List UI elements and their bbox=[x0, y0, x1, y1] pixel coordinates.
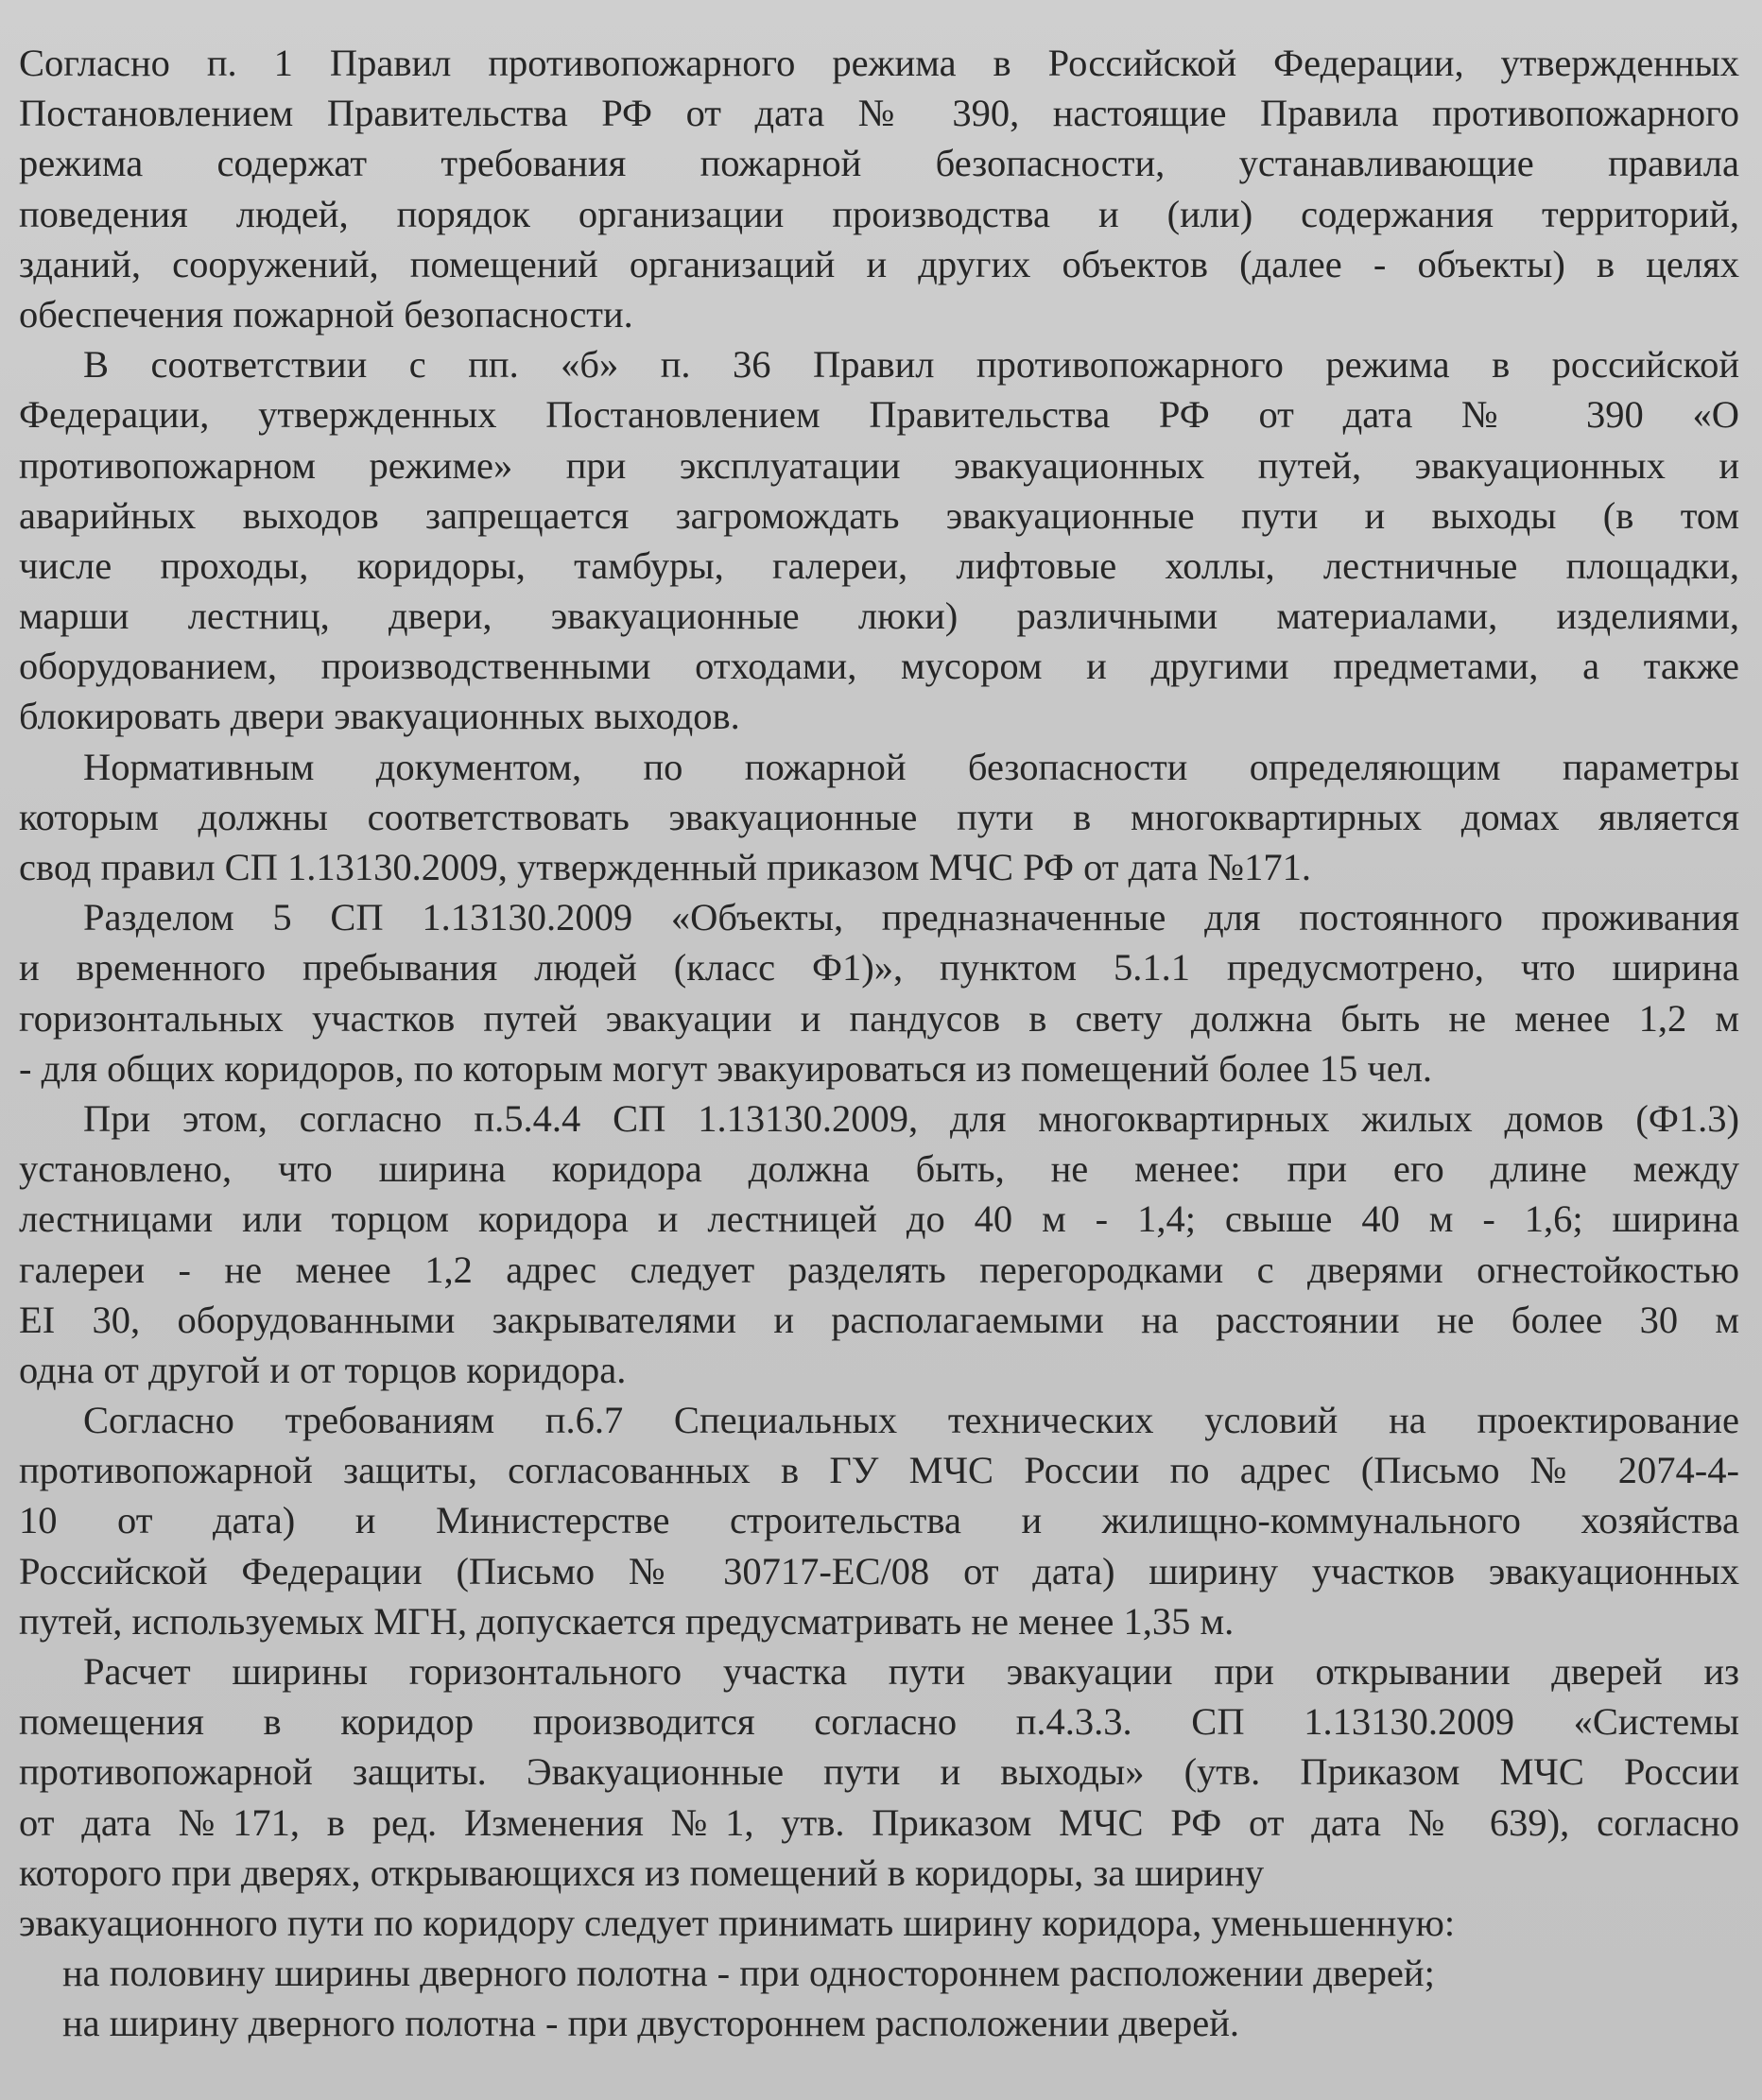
text-line: Расчет ширины горизонтального участка пути эвакуации при открывании дверей из bbox=[83, 1650, 1739, 1693]
text-line: В соответствии с пп. «б» п. 36 Правил противопожарного режима в российской bbox=[83, 343, 1739, 387]
text-line: эвакуационного пути по коридору следует принимать ширину коридора, уменьшенную: bbox=[19, 1901, 1456, 1944]
text-line: которого при дверях, открывающихся из помещений в коридоры, за ширину bbox=[19, 1850, 1265, 1894]
text-line: Федерации, утвержденных Постановлением Правительства РФ от дата № 390 «О bbox=[19, 393, 1739, 437]
text-line: галереи - не менее 1,2 адрес следует разделять перегородками с дверями огнестойкостью bbox=[19, 1248, 1739, 1291]
text-line: числе проходы, коридоры, тамбуры, галереи, лифтовые холлы, лестничные площадки, bbox=[19, 543, 1739, 587]
paragraph bbox=[19, 742, 1739, 893]
text-line: Российской Федерации (Письмо № 30717-ЕС/08 от дата) ширину участков эвакуационных bbox=[19, 1549, 1739, 1592]
text-line: обеспечения пожарной безопасности. bbox=[19, 292, 633, 336]
text-line: лестницами или торцом коридора и лестницей до 40 м - 1,4; свыше 40 м - 1,6; ширина bbox=[19, 1197, 1739, 1241]
text-line: помещения в коридор производится согласно п.4.3.3. СП 1.13130.2009 «Системы bbox=[19, 1700, 1739, 1744]
text-line: EI 30, оборудованными закрывателями и располагаемыми на расстоянии не более 30 м bbox=[19, 1298, 1739, 1341]
text-line: Нормативным документом, по пожарной безопасности определяющим параметры bbox=[83, 745, 1739, 788]
text-line: путей, используемых МГН, допускается предусматривать не менее 1,35 м. bbox=[19, 1599, 1235, 1643]
text-line: горизонтальных участков путей эвакуации и пандусов в свету должна быть не менее 1,2 м bbox=[19, 996, 1739, 1040]
text-line: марши лестниц, двери, эвакуационные люки) различными материалами, изделиями, bbox=[19, 594, 1739, 638]
text-line: свод правил СП 1.13130.2009, утвержденный приказом МЧС РФ от дата №171. bbox=[19, 846, 1311, 888]
paragraph bbox=[19, 339, 1739, 742]
text-line: одна от другой и от торцов коридора. bbox=[19, 1348, 627, 1391]
text-line: поведения людей, порядок организации производства и (или) содержания территорий, bbox=[19, 192, 1739, 235]
text-line: блокировать двери эвакуационных выходов. bbox=[19, 695, 740, 738]
text-line: Разделом 5 СП 1.13130.2009 «Объекты, предназначенные для постоянного проживания bbox=[83, 896, 1739, 939]
text-line: противопожарной защиты. Эвакуационные пути и выходы» (утв. Приказом МЧС России bbox=[19, 1750, 1739, 1794]
text-line: Согласно требованиям п.6.7 Специальных технических условий на проектирование bbox=[83, 1399, 1739, 1442]
list-item: на половину ширины дверного полотна - при одностороннем расположении дверей; bbox=[62, 1952, 1435, 1995]
paragraph bbox=[19, 1646, 1739, 1948]
paragraph bbox=[19, 38, 1739, 339]
text-line: которым должны соответствовать эвакуационные пути в многоквартирных домах является bbox=[19, 795, 1739, 838]
list bbox=[19, 1948, 1739, 2048]
text-line: Постановлением Правительства РФ от дата № 390, настоящие Правила противопожарного bbox=[19, 92, 1739, 135]
paragraph bbox=[19, 892, 1739, 1093]
text-line: от дата №171, в ред. Изменения №1, утв. Приказом МЧС РФ от дата № 639), согласно bbox=[19, 1800, 1739, 1844]
text-line: установлено, что ширина коридора должна быть, не менее: при его длине между bbox=[19, 1147, 1739, 1191]
text-line: противопожарном режиме» при эксплуатации эвакуационных путей, эвакуационных и bbox=[19, 443, 1739, 487]
text-line: Согласно п. 1 Правил противопожарного режима в Российской Федерации, утвержденных bbox=[19, 42, 1739, 84]
list-item: на ширину дверного полотна - при двустороннем расположении дверей. bbox=[62, 2002, 1240, 2045]
text-line: аварийных выходов запрещается загромождать эвакуационные пути и выходы (в том bbox=[19, 493, 1739, 537]
text-line: и временного пребывания людей (класс Ф1)», пунктом 5.1.1 предусмотрено, что ширина bbox=[19, 946, 1739, 990]
text-line: противопожарной защиты, согласованных в ГУ МЧС России по адрес (Письмо № 2074-4- bbox=[19, 1449, 1739, 1492]
text-line: оборудованием, производственными отходами, мусором и другими предметами, а также bbox=[19, 645, 1739, 688]
paragraph bbox=[19, 1093, 1739, 1395]
text-line: режима содержат требования пожарной безопасности, устанавливающие правила bbox=[19, 142, 1739, 185]
paragraph bbox=[19, 1395, 1739, 1646]
text-line: При этом, согласно п.5.4.4 СП 1.13130.2009, для многоквартирных жилых домов (Ф1.3) bbox=[83, 1096, 1739, 1140]
text-line: - для общих коридоров, по которым могут эвакуироваться из помещений более 15 чел. bbox=[19, 1046, 1433, 1090]
text-line: 10 от дата) и Министерстве строительства и жилищно-коммунального хозяйства bbox=[19, 1499, 1739, 1542]
text-line: зданий, сооружений, помещений организаций и других объектов (далее - объекты) в целях bbox=[19, 242, 1739, 285]
